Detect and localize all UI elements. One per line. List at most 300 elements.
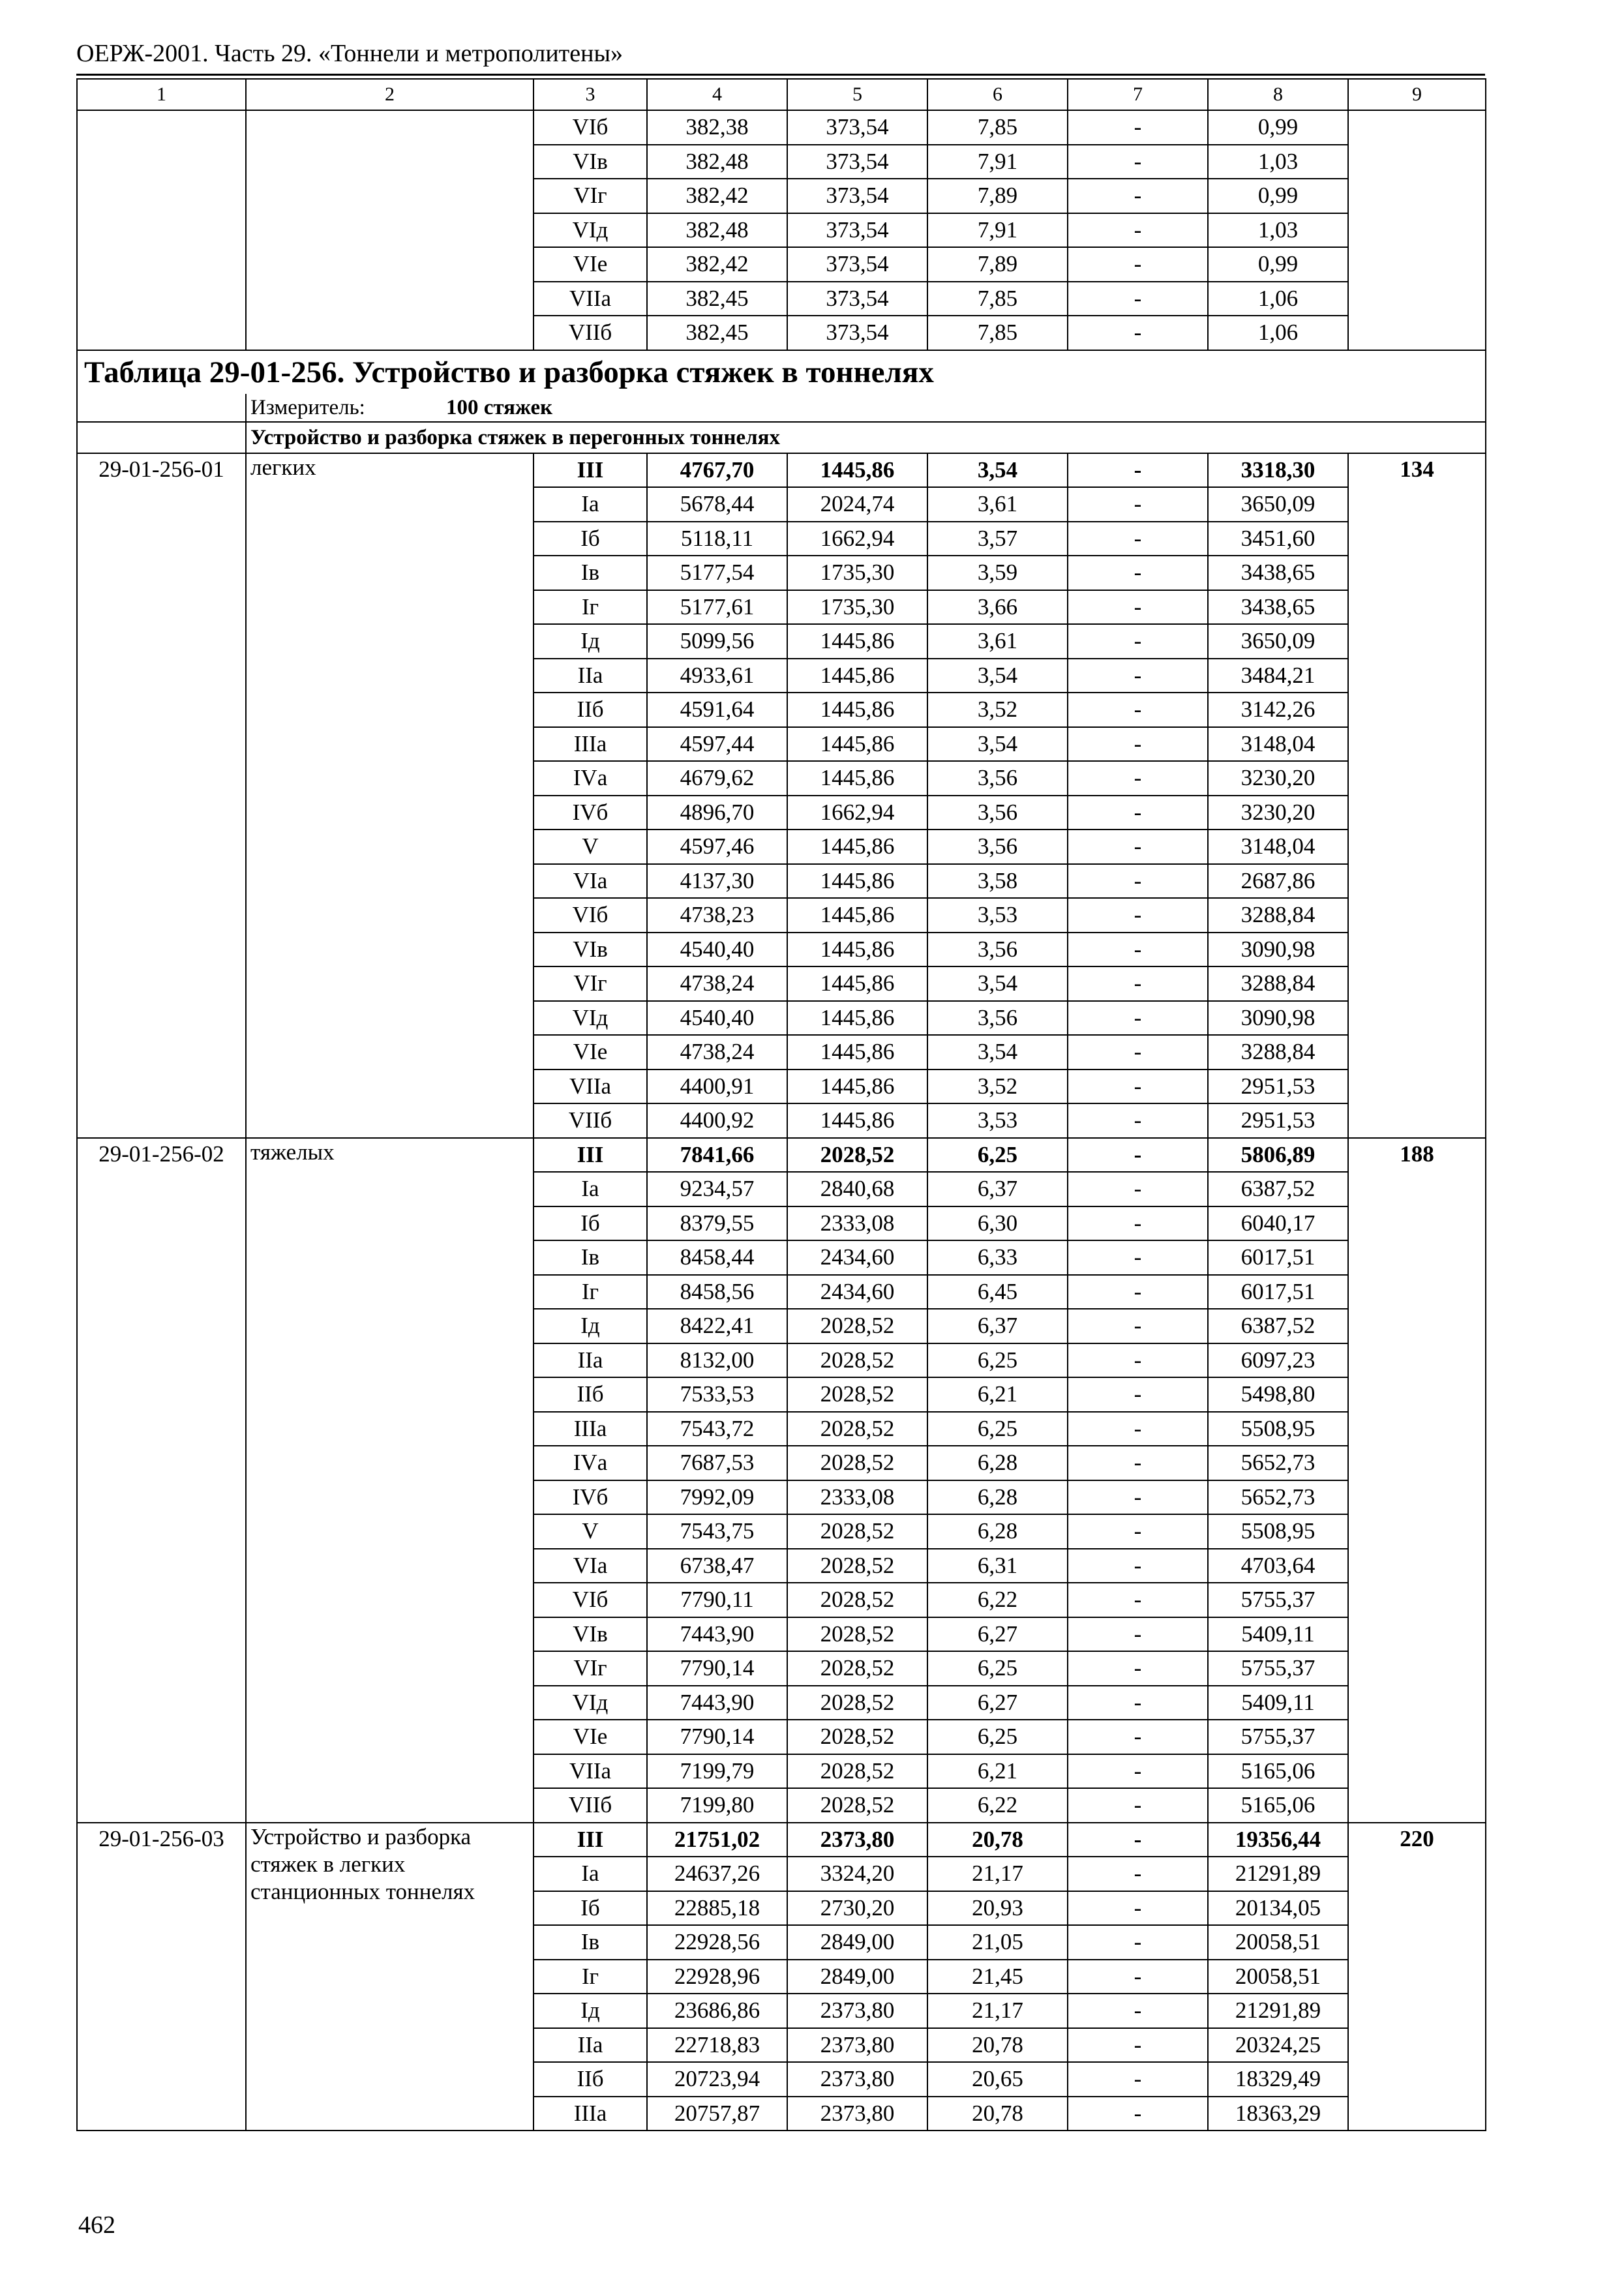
section-row: [77, 422, 1486, 453]
cell-c5: 2333,08: [787, 1206, 927, 1241]
cell-zone: VIг: [534, 179, 647, 213]
table-title: Таблица 29-01-256. Устройство и разборка стяжек в тоннелях: [77, 350, 1486, 394]
cell-c6: 6,22: [927, 1583, 1068, 1617]
cell-c7: -: [1068, 110, 1208, 145]
cell-zone: VIIб: [534, 316, 647, 350]
cell-c6: 20,93: [927, 1891, 1068, 1926]
cell-c6: 6,28: [927, 1514, 1068, 1549]
cell-c5: 1445,86: [787, 693, 927, 727]
cell-c4: 7790,11: [647, 1583, 787, 1617]
column-number: 2: [246, 79, 534, 110]
cell-zone: Iг: [534, 590, 647, 625]
cell-c8: 6017,51: [1208, 1275, 1348, 1309]
cell-c4: 382,38: [647, 110, 787, 145]
cell-c8: 1,03: [1208, 145, 1348, 179]
cell-zone: Iв: [534, 556, 647, 590]
cell-zone: VIIа: [534, 1754, 647, 1789]
cell-c4: 4738,24: [647, 966, 787, 1001]
cell-c6: 6,27: [927, 1686, 1068, 1720]
cell-c5: 2028,52: [787, 1754, 927, 1789]
cell-c5: 2373,80: [787, 2028, 927, 2063]
cell-zone: V: [534, 1514, 647, 1549]
page-header: ОЕРЖ-2001. Часть 29. «Тоннели и метрополитены»: [76, 40, 624, 67]
cell-c6: 6,30: [927, 1206, 1068, 1241]
cell-c7: -: [1068, 1925, 1208, 1960]
cell-c6: 3,61: [927, 487, 1068, 522]
empty-name-cell: [246, 110, 534, 350]
cell-c5: 2028,52: [787, 1446, 927, 1480]
cell-c6: 6,33: [927, 1240, 1068, 1275]
cell-c8: 3438,65: [1208, 556, 1348, 590]
cell-c7: -: [1068, 1206, 1208, 1241]
cell-c5: 1445,86: [787, 830, 927, 864]
cell-c4: 5177,54: [647, 556, 787, 590]
cell-zone: Iг: [534, 1960, 647, 1994]
cell-c5: 2849,00: [787, 1925, 927, 1960]
cell-c6: 7,91: [927, 145, 1068, 179]
cell-zone: VIв: [534, 1617, 647, 1652]
cell-c6: 3,57: [927, 522, 1068, 556]
cell-c7: -: [1068, 1788, 1208, 1823]
cell-zone: VIв: [534, 933, 647, 967]
cell-c7: -: [1068, 1412, 1208, 1446]
cell-c4: 382,48: [647, 145, 787, 179]
cell-c8: 5652,73: [1208, 1446, 1348, 1480]
cell-zone: VIг: [534, 1651, 647, 1686]
cell-c8: 20324,25: [1208, 2028, 1348, 2063]
cell-c8: 5508,95: [1208, 1412, 1348, 1446]
cell-c7: -: [1068, 727, 1208, 762]
cell-c4: 7687,53: [647, 1446, 787, 1480]
cell-c5: 2730,20: [787, 1891, 927, 1926]
cell-c8: 3650,09: [1208, 624, 1348, 659]
cell-c5: 373,54: [787, 110, 927, 145]
cell-c7: -: [1068, 487, 1208, 522]
cell-c4: 382,42: [647, 247, 787, 282]
cell-c4: 8422,41: [647, 1309, 787, 1343]
cell-c8: 3142,26: [1208, 693, 1348, 727]
cell-c8: 5652,73: [1208, 1480, 1348, 1515]
cell-c7: -: [1068, 1514, 1208, 1549]
cell-c5: 1445,86: [787, 727, 927, 762]
table-row: [77, 1138, 1486, 1173]
cell-c7: -: [1068, 1960, 1208, 1994]
cell-c8: 5755,37: [1208, 1651, 1348, 1686]
cell-c4: 8379,55: [647, 1206, 787, 1241]
item-name: легких: [246, 453, 534, 1138]
header-rule: [76, 74, 1485, 76]
item-name: Устройство и разборка стяжек в легких станционных тоннелях: [246, 1823, 534, 2131]
cell-c7: -: [1068, 1617, 1208, 1652]
cell-zone: VIе: [534, 1720, 647, 1754]
cell-c5: 2333,08: [787, 1480, 927, 1515]
table-title-row: [77, 350, 1486, 394]
cell-zone: VIIа: [534, 1070, 647, 1104]
cell-c7: -: [1068, 1857, 1208, 1891]
cell-c6: 21,45: [927, 1960, 1068, 1994]
cell-c5: 1445,86: [787, 933, 927, 967]
cell-c4: 5678,44: [647, 487, 787, 522]
cell-c4: 7790,14: [647, 1720, 787, 1754]
cell-zone: Iв: [534, 1925, 647, 1960]
cell-c4: 22928,96: [647, 1960, 787, 1994]
measure-row: [77, 394, 1486, 422]
cell-zone: VIа: [534, 1549, 647, 1583]
cell-zone: Iв: [534, 1240, 647, 1275]
cell-c8: 21291,89: [1208, 1994, 1348, 2028]
cell-c6: 6,25: [927, 1720, 1068, 1754]
cell-c6: 21,17: [927, 1994, 1068, 2028]
cell-c4: 7790,14: [647, 1651, 787, 1686]
cell-zone: IIIа: [534, 2097, 647, 2131]
cell-c4: 7199,80: [647, 1788, 787, 1823]
cell-c8: 3451,60: [1208, 522, 1348, 556]
cell-c7: -: [1068, 1377, 1208, 1412]
cell-c4: 4679,62: [647, 761, 787, 796]
cell-c6: 20,78: [927, 2097, 1068, 2131]
cell-zone: VIг: [534, 966, 647, 1001]
cell-c5: 1445,86: [787, 898, 927, 933]
cell-c8: 5165,06: [1208, 1754, 1348, 1789]
cell-c6: 6,25: [927, 1412, 1068, 1446]
cell-zone: VIа: [534, 864, 647, 899]
cell-c4: 8458,56: [647, 1275, 787, 1309]
cell-c7: -: [1068, 1309, 1208, 1343]
cell-c4: 20757,87: [647, 2097, 787, 2131]
table-body: [77, 79, 1486, 2131]
cell-c5: 2849,00: [787, 1960, 927, 1994]
cell-c6: 3,56: [927, 933, 1068, 967]
cell-c4: 4540,40: [647, 1001, 787, 1036]
cell-c6: 6,45: [927, 1275, 1068, 1309]
cell-c8: 0,99: [1208, 247, 1348, 282]
cell-c5: 373,54: [787, 247, 927, 282]
cell-c7: -: [1068, 1446, 1208, 1480]
cell-c5: 2028,52: [787, 1514, 927, 1549]
cell-c8: 5508,95: [1208, 1514, 1348, 1549]
cell-zone: VIб: [534, 110, 647, 145]
cell-c8: 21291,89: [1208, 1857, 1348, 1891]
cell-c8: 3230,20: [1208, 761, 1348, 796]
cell-c5: 1445,86: [787, 966, 927, 1001]
column-number: 9: [1348, 79, 1486, 110]
cell-c4: 23686,86: [647, 1994, 787, 2028]
cell-c8: 5498,80: [1208, 1377, 1348, 1412]
cell-c5: 2028,52: [787, 1549, 927, 1583]
cell-c6: 6,25: [927, 1343, 1068, 1378]
cell-zone: VIб: [534, 898, 647, 933]
cell-c7: -: [1068, 761, 1208, 796]
cell-zone: III: [534, 1138, 647, 1173]
cell-c7: -: [1068, 145, 1208, 179]
cell-c8: 5806,89: [1208, 1138, 1348, 1173]
column-number: 7: [1068, 79, 1208, 110]
cell-c6: 6,31: [927, 1549, 1068, 1583]
cell-c7: -: [1068, 1035, 1208, 1070]
cell-c7: -: [1068, 864, 1208, 899]
cell-zone: Iб: [534, 522, 647, 556]
cell-c6: 6,37: [927, 1309, 1068, 1343]
cell-c5: 1445,86: [787, 659, 927, 693]
cell-c6: 7,91: [927, 213, 1068, 248]
cell-c8: 5409,11: [1208, 1686, 1348, 1720]
cell-c8: 1,06: [1208, 316, 1348, 350]
cell-c5: 2028,52: [787, 1343, 927, 1378]
cell-c5: 1445,86: [787, 453, 927, 488]
cell-c5: 2028,52: [787, 1617, 927, 1652]
cell-c7: -: [1068, 2097, 1208, 2131]
cell-c8: 3230,20: [1208, 796, 1348, 830]
cell-zone: VIд: [534, 1001, 647, 1036]
cell-c4: 5177,61: [647, 590, 787, 625]
cell-c6: 3,53: [927, 1103, 1068, 1138]
cell-zone: VIд: [534, 1686, 647, 1720]
cell-c6: 7,85: [927, 316, 1068, 350]
cell-zone: VIб: [534, 1583, 647, 1617]
cell-c7: -: [1068, 1651, 1208, 1686]
cell-c5: 373,54: [787, 179, 927, 213]
cell-c6: 6,21: [927, 1377, 1068, 1412]
cell-c7: -: [1068, 213, 1208, 248]
column-number: 1: [77, 79, 246, 110]
cell-c8: 19356,44: [1208, 1823, 1348, 1857]
cell-c5: 1662,94: [787, 522, 927, 556]
cell-c5: 2373,80: [787, 2097, 927, 2131]
cell-c5: 2373,80: [787, 1994, 927, 2028]
cell-c4: 4540,40: [647, 933, 787, 967]
cell-zone: Iа: [534, 1172, 647, 1206]
cell-c6: 6,25: [927, 1651, 1068, 1686]
cell-c7: -: [1068, 590, 1208, 625]
cell-c5: 373,54: [787, 282, 927, 316]
cell-c8: 5755,37: [1208, 1720, 1348, 1754]
section-spacer: [77, 422, 246, 453]
cell-zone: VIе: [534, 1035, 647, 1070]
cell-c4: 7841,66: [647, 1138, 787, 1173]
cell-c6: 3,52: [927, 693, 1068, 727]
cell-c4: 9234,57: [647, 1172, 787, 1206]
cell-c7: -: [1068, 1275, 1208, 1309]
cell-c5: 373,54: [787, 145, 927, 179]
cell-c5: 2028,52: [787, 1788, 927, 1823]
cell-c6: 3,56: [927, 796, 1068, 830]
cell-c5: 2028,52: [787, 1377, 927, 1412]
cell-c8: 6097,23: [1208, 1343, 1348, 1378]
item-name: тяжелых: [246, 1138, 534, 1823]
cell-c7: -: [1068, 659, 1208, 693]
cell-c6: 3,54: [927, 659, 1068, 693]
cell-c8: 1,03: [1208, 213, 1348, 248]
cell-c6: 3,58: [927, 864, 1068, 899]
cell-c8: 3090,98: [1208, 933, 1348, 967]
cell-c4: 7199,79: [647, 1754, 787, 1789]
cell-c8: 18329,49: [1208, 2062, 1348, 2097]
cell-c5: 373,54: [787, 213, 927, 248]
cell-c5: 2028,52: [787, 1309, 927, 1343]
cell-zone: VIIа: [534, 282, 647, 316]
cell-c7: -: [1068, 1994, 1208, 2028]
cell-zone: VIIб: [534, 1788, 647, 1823]
cell-c8: 0,99: [1208, 179, 1348, 213]
cell-c6: 3,52: [927, 1070, 1068, 1104]
cell-c5: 1735,30: [787, 590, 927, 625]
cell-c7: -: [1068, 316, 1208, 350]
cell-c4: 7543,72: [647, 1412, 787, 1446]
cell-c7: -: [1068, 830, 1208, 864]
cell-zone: IIб: [534, 693, 647, 727]
cell-c7: -: [1068, 2062, 1208, 2097]
cell-c5: 1445,86: [787, 1070, 927, 1104]
measure-value: 100 стяжек: [446, 395, 553, 419]
cell-c7: -: [1068, 1823, 1208, 1857]
cell-c4: 7533,53: [647, 1377, 787, 1412]
cell-zone: VIе: [534, 247, 647, 282]
cell-zone: IVа: [534, 761, 647, 796]
cell-c7: -: [1068, 933, 1208, 967]
cell-c6: 20,78: [927, 1823, 1068, 1857]
cell-zone: Iб: [534, 1206, 647, 1241]
cell-c4: 7443,90: [647, 1686, 787, 1720]
cell-c5: 2028,52: [787, 1651, 927, 1686]
cell-c8: 3288,84: [1208, 966, 1348, 1001]
item-code: 29-01-256-01: [77, 453, 246, 1138]
item-code: 29-01-256-02: [77, 1138, 246, 1823]
cell-c5: 2028,52: [787, 1686, 927, 1720]
cell-c4: 4896,70: [647, 796, 787, 830]
cell-c8: 20058,51: [1208, 1925, 1348, 1960]
cell-c8: 3318,30: [1208, 453, 1348, 488]
table-row: [77, 453, 1486, 488]
cell-c8: 20134,05: [1208, 1891, 1348, 1926]
cell-c7: -: [1068, 1172, 1208, 1206]
cell-c5: 2028,52: [787, 1583, 927, 1617]
column-header-row: [77, 79, 1486, 110]
cell-c5: 2840,68: [787, 1172, 927, 1206]
cell-c7: -: [1068, 1240, 1208, 1275]
cell-c7: -: [1068, 282, 1208, 316]
cell-zone: IVб: [534, 1480, 647, 1515]
cell-c5: 1735,30: [787, 556, 927, 590]
cell-c5: 3324,20: [787, 1857, 927, 1891]
cell-c8: 20058,51: [1208, 1960, 1348, 1994]
cell-c7: -: [1068, 247, 1208, 282]
item-code: 29-01-256-03: [77, 1823, 246, 2131]
cell-c8: 3438,65: [1208, 590, 1348, 625]
cell-zone: VIIб: [534, 1103, 647, 1138]
cell-c6: 6,21: [927, 1754, 1068, 1789]
cell-zone: IIа: [534, 2028, 647, 2063]
cell-zone: Iд: [534, 1309, 647, 1343]
cell-c8: 3484,21: [1208, 659, 1348, 693]
cell-c4: 4597,46: [647, 830, 787, 864]
cell-c6: 3,54: [927, 966, 1068, 1001]
cell-c4: 22718,83: [647, 2028, 787, 2063]
cell-c7: -: [1068, 556, 1208, 590]
cell-zone: Iд: [534, 1994, 647, 2028]
cell-c7: -: [1068, 1343, 1208, 1378]
cell-c6: 21,17: [927, 1857, 1068, 1891]
measure-spacer: [77, 394, 246, 422]
cell-c7: -: [1068, 453, 1208, 488]
cell-c4: 5099,56: [647, 624, 787, 659]
empty-col9-cell: [1348, 110, 1486, 350]
cell-zone: III: [534, 453, 647, 488]
cell-c8: 2687,86: [1208, 864, 1348, 899]
cell-c5: 373,54: [787, 316, 927, 350]
cell-zone: V: [534, 830, 647, 864]
rates-table: [76, 78, 1486, 2131]
cell-c4: 4597,44: [647, 727, 787, 762]
cell-c4: 22885,18: [647, 1891, 787, 1926]
cell-c4: 8458,44: [647, 1240, 787, 1275]
cell-c8: 2951,53: [1208, 1103, 1348, 1138]
cell-c8: 2951,53: [1208, 1070, 1348, 1104]
cell-c4: 20723,94: [647, 2062, 787, 2097]
cell-c4: 8132,00: [647, 1343, 787, 1378]
cell-zone: VIв: [534, 145, 647, 179]
cell-c4: 21751,02: [647, 1823, 787, 1857]
cell-c8: 4703,64: [1208, 1549, 1348, 1583]
cell-zone: IIа: [534, 659, 647, 693]
cell-c6: 6,27: [927, 1617, 1068, 1652]
cell-c6: 3,59: [927, 556, 1068, 590]
cell-c7: -: [1068, 1103, 1208, 1138]
cell-c7: -: [1068, 693, 1208, 727]
cell-c4: 382,45: [647, 282, 787, 316]
cell-c5: 2373,80: [787, 2062, 927, 2097]
cell-c8: 6017,51: [1208, 1240, 1348, 1275]
cell-c4: 4591,64: [647, 693, 787, 727]
cell-c6: 3,56: [927, 1001, 1068, 1036]
cell-c8: 3650,09: [1208, 487, 1348, 522]
cell-c7: -: [1068, 1001, 1208, 1036]
cell-c7: -: [1068, 1891, 1208, 1926]
column-number: 6: [927, 79, 1068, 110]
cell-c4: 5118,11: [647, 522, 787, 556]
cell-c6: 6,22: [927, 1788, 1068, 1823]
cell-c7: -: [1068, 1549, 1208, 1583]
section-title: Устройство и разборка стяжек в перегонных тоннелях: [246, 422, 1486, 453]
item-col9: 220: [1348, 1823, 1486, 2131]
cell-c7: -: [1068, 796, 1208, 830]
cell-c6: 6,25: [927, 1138, 1068, 1173]
cell-c7: -: [1068, 1686, 1208, 1720]
cell-c5: 2024,74: [787, 487, 927, 522]
cell-c7: -: [1068, 1583, 1208, 1617]
item-col9: 134: [1348, 453, 1486, 1138]
cell-zone: IVб: [534, 796, 647, 830]
cell-zone: Iд: [534, 624, 647, 659]
cell-zone: Iа: [534, 1857, 647, 1891]
cell-c4: 4400,91: [647, 1070, 787, 1104]
cell-zone: III: [534, 1823, 647, 1857]
cell-c8: 3148,04: [1208, 830, 1348, 864]
cell-c4: 7992,09: [647, 1480, 787, 1515]
cell-zone: IIIа: [534, 727, 647, 762]
cell-c7: -: [1068, 898, 1208, 933]
cell-c6: 21,05: [927, 1925, 1068, 1960]
cell-zone: Iг: [534, 1275, 647, 1309]
cell-c7: -: [1068, 1138, 1208, 1173]
cell-c8: 1,06: [1208, 282, 1348, 316]
cell-zone: IIб: [534, 1377, 647, 1412]
cell-zone: IIIа: [534, 1412, 647, 1446]
cell-c7: -: [1068, 1754, 1208, 1789]
cell-c6: 6,37: [927, 1172, 1068, 1206]
cell-c6: 3,61: [927, 624, 1068, 659]
column-number: 8: [1208, 79, 1348, 110]
cell-c6: 7,85: [927, 110, 1068, 145]
